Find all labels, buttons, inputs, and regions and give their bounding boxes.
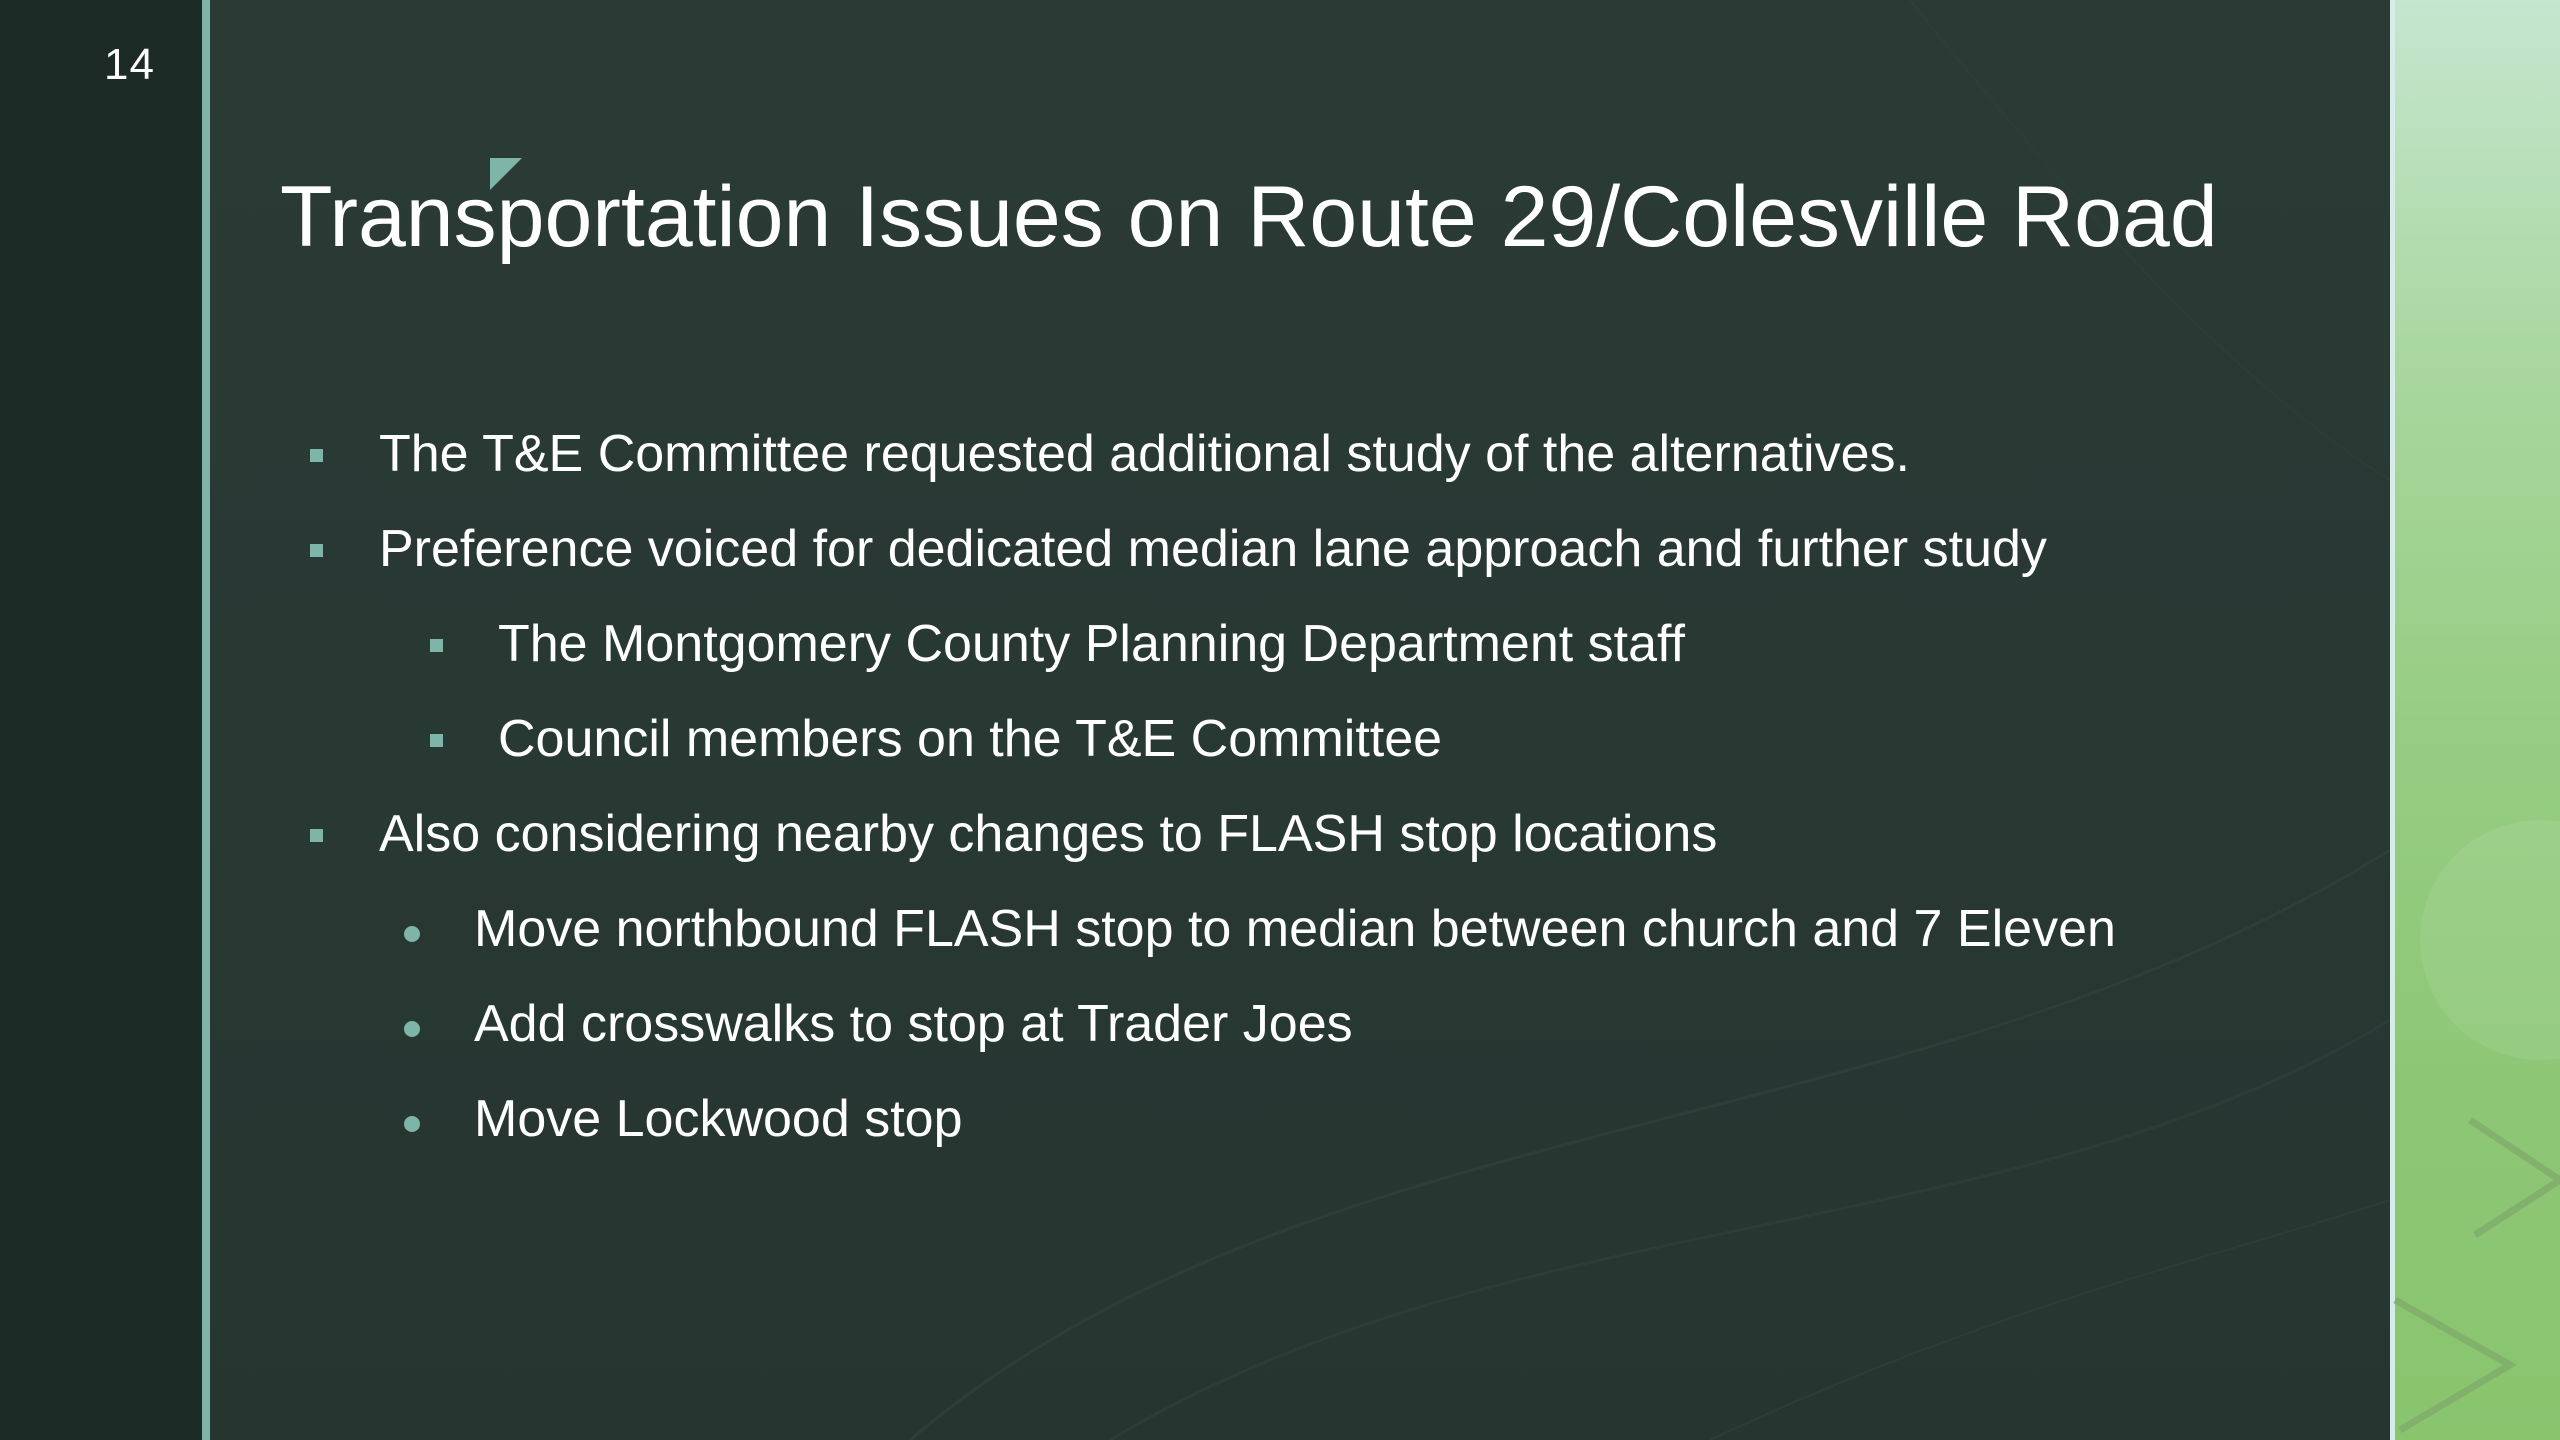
bullet-text: Preference voiced for dedicated median lane approach and further study bbox=[379, 520, 2047, 578]
bullet-text: Add crosswalks to stop at Trader Joes bbox=[474, 995, 1353, 1053]
bullet-text: The Montgomery County Planning Department staff bbox=[498, 615, 1685, 673]
right-green-strip bbox=[2390, 0, 2560, 1440]
bullet-text: Move northbound FLASH stop to median between church and 7 Eleven bbox=[474, 900, 2116, 958]
square-bullet-icon bbox=[430, 639, 443, 652]
square-bullet-icon bbox=[310, 829, 323, 842]
chevron-decoration-icon bbox=[2390, 0, 2560, 1440]
square-bullet-icon bbox=[430, 734, 443, 747]
left-sidebar-band bbox=[0, 0, 202, 1440]
bullet-text: Move Lockwood stop bbox=[474, 1090, 963, 1148]
bullet-text: The T&E Committee requested additional study of the alternatives. bbox=[379, 425, 1910, 483]
bullet-text: Also considering nearby changes to FLASH stop locations bbox=[379, 805, 1718, 863]
square-bullet-icon bbox=[310, 544, 323, 557]
dot-bullet-icon bbox=[404, 926, 420, 942]
dot-bullet-icon bbox=[404, 1021, 420, 1037]
slide-number: 14 bbox=[104, 40, 155, 89]
dot-bullet-icon bbox=[404, 1116, 420, 1132]
square-bullet-icon bbox=[310, 449, 323, 462]
bullet-text: Council members on the T&E Committee bbox=[498, 710, 1443, 768]
left-accent-line bbox=[202, 0, 210, 1440]
slide-title: Transportation Issues on Route 29/Colesville Road bbox=[280, 169, 2218, 265]
